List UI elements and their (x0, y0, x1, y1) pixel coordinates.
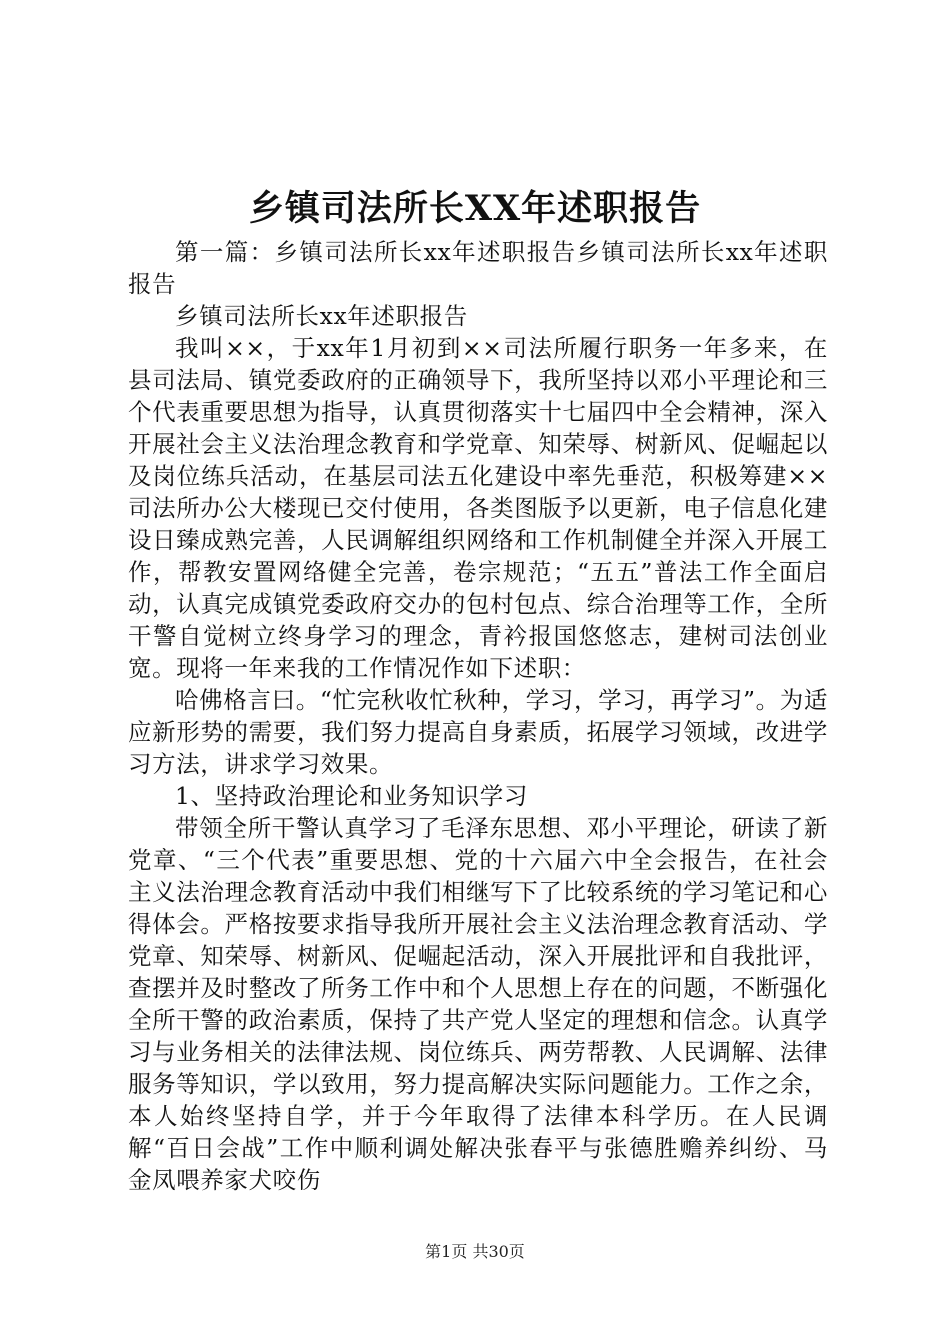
document-title: 乡镇司法所长XX年述职报告 (248, 188, 702, 229)
paragraph-study-motto: 哈佛格言曰。“忙完秋收忙秋种，学习，学习，再学习”。为适应新形势的需要，我们努力提高自身素质，拓展学习领域，改进学习方法，讲求学习效果。 (128, 686, 828, 778)
paragraph-subtitle: 乡镇司法所长xx年述职报告 (175, 302, 468, 330)
paragraph-study-details: 带领全所干警认真学习了毛泽东思想、邓小平理论，研读了新党章、“三个代表”重要思想、党的十六届六中全会报告，在社会主义法治理念教育活动中我们相继写下了比较系统的学习笔记和心得体会。严格按要求指导我所开展社会主义法治理念教育活动、学党章、知荣辱、树新风、促崛起活动，深入开展批评和自我批评，查摆并及时整改了所务工作中和个人思想上存在的问题，不断强化全所干警的政治素质，保持了共产党人坚定的理想和信念。认真学习与业务相关的法律法规、岗位练兵、两劳帮教、人民调解、法律服务等知识，学以致用，努力提高解决实际问题能力。工作之余，本人始终坚持自学，并于今年取得了法律本科学历。在人民调解“百日会战”工作中顺利调处解决张春平与张德胜赡养纠纷、马金凤喂养家犬咬伤 (128, 814, 828, 1194)
paragraph-introduction: 我叫××，于xx年1月初到××司法所履行职务一年多来，在县司法局、镇党委政府的正确领导下，我所坚持以邓小平理论和三个代表重要思想为指导，认真贯彻落实十七届四中全会精神，深入开展社会主义法治理念教育和学党章、知荣辱、树新风、促崛起以及岗位练兵活动，在基层司法五化建设中率先垂范，积极筹建××司法所办公大楼现已交付使用，各类图版予以更新，电子信息化建设日臻成熟完善，人民调解组织网络和工作机制健全并深入开展工作，帮教安置网络健全完善，卷宗规范；“五五”普法工作全面启动，认真完成镇党委政府交办的包村包点、综合治理等工作，全所干警自觉树立终身学习的理念，青衿报国悠悠志，建树司法创业宽。现将一年来我的工作情况作如下述职： (128, 334, 828, 682)
page-footer: 第1页 共30页 (425, 1242, 525, 1261)
document-body (128, 236, 828, 1196)
section-heading-1: 1、坚持政治理论和业务知识学习 (175, 782, 528, 810)
paragraph-heading-line: 第一篇：乡镇司法所长xx年述职报告乡镇司法所长xx年述职报告 (128, 238, 828, 298)
